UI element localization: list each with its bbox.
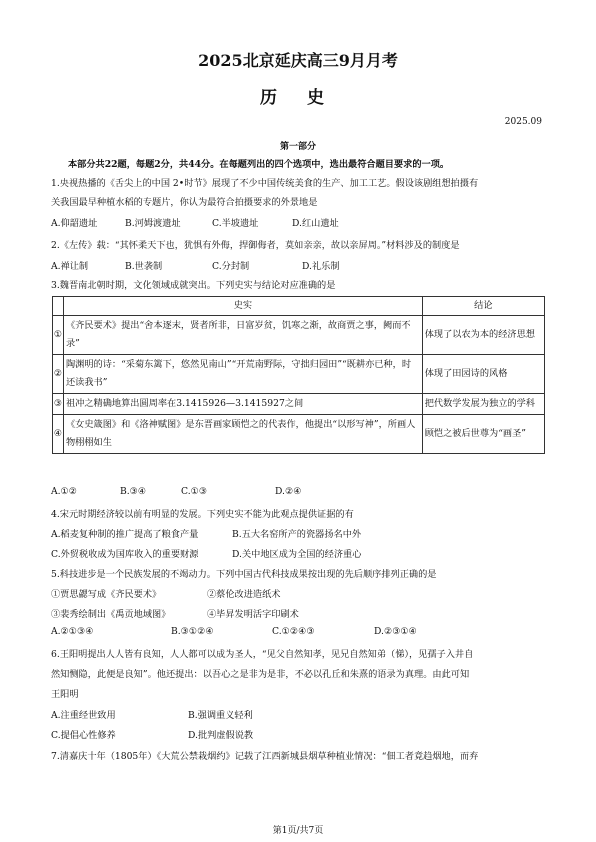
table-row [53, 394, 545, 415]
exam-title: 2025北京延庆高三9月月考 [198, 51, 398, 70]
q3-option-b[interactable]: B.③④ [120, 486, 147, 497]
q6-stem-line2: 然知恻隐，此便是良知”。他还提出：以吾心之是非为是非，不必以孔丘和朱熹的语录为真理。由此可知 [51, 669, 470, 680]
q2-option-c[interactable]: C.分封制 [212, 261, 250, 272]
q6-stem-line1: 6.王阳明提出人人皆有良知，人人都可以成为圣人，“见父自然知孝，见兄自然知弟（悌），见孺子入井自 [51, 649, 474, 660]
q5-option-b[interactable]: B.③①②④ [171, 626, 214, 637]
row-number: ③ [53, 394, 64, 415]
q6-option-c[interactable]: C.提倡心性修养 [51, 730, 116, 741]
row-fact: 《齐民要术》提出“舍本逐末，贤者所非，日富岁贫，饥寒之渐，故商贾之事，阙而不录” [63, 316, 422, 355]
q6-option-a[interactable]: A.注重经世致用 [51, 710, 116, 721]
row-number: ④ [53, 415, 64, 454]
q3-option-a[interactable]: A.①② [51, 486, 78, 497]
q1-option-a[interactable]: A.仰韶遗址 [51, 218, 98, 229]
q6-stem-line3: 王阳明 [51, 689, 79, 700]
q4-option-a[interactable]: A.稻麦复种制的推广提高了粮食产量 [51, 529, 199, 540]
q4-option-d[interactable]: D.关中地区成为全国的经济重心 [232, 549, 362, 560]
q1-option-b[interactable]: B.河姆渡遗址 [125, 218, 181, 229]
q1-stem-line1: 1.央视热播的《舌尖上的中国 2•时节》展现了不少中国传统美食的生产、加工工艺。假设该剧组想拍摄有 [51, 178, 479, 189]
row-conclusion: 体现了田园诗的风格 [422, 355, 544, 394]
q3-table [52, 296, 545, 454]
page-footer: 第1页/共7页 [272, 826, 324, 836]
row-conclusion: 把代数学发展为独立的学科 [422, 394, 544, 415]
part-title: 第一部分 [279, 142, 316, 152]
q3-option-d[interactable]: D.②④ [275, 486, 302, 497]
row-conclusion: 顾恺之被后世尊为“画圣” [422, 415, 544, 454]
q5-stem-line1: 5.科技进步是一个民族发展的不竭动力。下列中国古代科技成果按出现的先后顺序排列正确的是 [51, 569, 437, 580]
q5-option-a[interactable]: A.②①③④ [51, 626, 94, 637]
q4-option-b[interactable]: B.五大名窑所产的瓷器扬名中外 [232, 529, 362, 540]
table-row [53, 415, 545, 454]
q2-option-a[interactable]: A.禅让制 [51, 261, 89, 272]
row-number: ② [53, 355, 64, 394]
table-header-conclusion: 结论 [422, 297, 544, 316]
q5-item-2: ②蔡伦改进造纸术 [207, 589, 281, 600]
q2-stem-line1: 2.《左传》载：“其怀柔天下也，犹惧有外侮，捍御侮者，莫如亲亲，故以亲屏周。”材料涉及的制度是 [51, 240, 460, 251]
q6-option-d[interactable]: D.批判虚假说教 [188, 730, 254, 741]
q3-option-c[interactable]: C.①③ [181, 486, 208, 497]
q1-option-d[interactable]: D.红山遗址 [292, 218, 339, 229]
q5-item-1: ①贾思勰写成《齐民要术》 [51, 589, 162, 600]
q7-stem-line1: 7.清嘉庆十年（1805年）《大荒公禁栽烟约》记载了江西新城县烟草种植业情况：“佃工者竟趋烟地，而弃 [51, 751, 479, 762]
q1-option-c[interactable]: C.半坡遗址 [212, 218, 259, 229]
table-header-fact: 史实 [63, 297, 422, 316]
row-conclusion: 体现了以农为本的经济思想 [422, 316, 544, 355]
table-header-row [53, 297, 545, 316]
q2-option-b[interactable]: B.世袭制 [125, 261, 163, 272]
q5-item-4: ④毕昇发明活字印刷术 [207, 609, 299, 620]
q4-option-c[interactable]: C.外贸税收成为国库收入的重要财源 [51, 549, 199, 560]
q5-option-c[interactable]: C.①②④③ [272, 626, 315, 637]
table-row [53, 355, 545, 394]
table-header-blank [53, 297, 64, 316]
table-row [53, 316, 545, 355]
row-number: ① [53, 316, 64, 355]
exam-date: 2025.09 [504, 117, 542, 127]
q5-option-d[interactable]: D.②③①④ [374, 626, 417, 637]
q2-option-d[interactable]: D.礼乐制 [302, 261, 340, 272]
q6-option-b[interactable]: B.强调重义轻利 [188, 710, 253, 721]
instructions: 本部分共22题，每题2分，共44分。在每题列出的四个选项中，选出最符合题目要求的一项。 [68, 159, 450, 170]
q1-stem-line2: 关我国最早种植水稻的专题片，你认为最符合拍摄要求的外景地是 [51, 197, 318, 208]
row-fact: 陶渊明的诗：“采菊东篱下，悠然见南山”“开荒南野际，守拙归园田”“既耕亦已种，时还读我书” [63, 355, 422, 394]
q4-stem-line1: 4.宋元时期经济较以前有明显的发展。下列史实不能为此观点提供证据的有 [51, 509, 354, 520]
row-fact: 《女史箴图》和《洛神赋图》是东晋画家顾恺之的代表作，他提出“以形写神”，所画人物栩栩如生 [63, 415, 422, 454]
row-fact: 祖冲之精确地算出圆周率在3.1415926—3.1415927之间 [63, 394, 422, 415]
q3-stem-line1: 3.魏晋南北朝时期，文化领域成就突出。下列史实与结论对应准确的是 [51, 280, 336, 291]
q5-item-3: ③裴秀绘制出《禹贡地域图》 [51, 609, 171, 620]
subject-title: 历 史 [260, 88, 336, 108]
